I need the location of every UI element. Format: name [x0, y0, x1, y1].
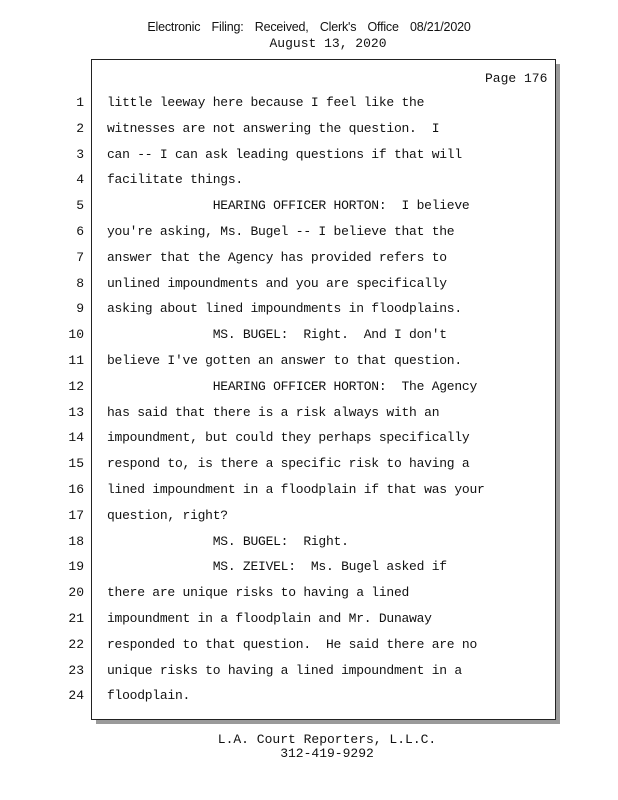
line-number: 12 [68, 378, 84, 394]
line-text: unique risks to having a lined impoundment in a [107, 662, 462, 678]
line-text: MS. BUGEL: Right. And I don't [107, 327, 447, 343]
line-number: 9 [76, 301, 84, 317]
line-text: facilitate things. [107, 172, 243, 188]
line-number: 22 [68, 636, 84, 652]
transcript-line [0, 144, 618, 170]
line-number: 7 [76, 249, 84, 265]
transcript-line [0, 118, 618, 144]
line-text: impoundment in a floodplain and Mr. Dunaway [107, 610, 432, 626]
transcript-line [0, 169, 618, 195]
line-number: 15 [68, 456, 84, 472]
transcript-line [0, 324, 618, 350]
transcript-line [0, 608, 618, 634]
line-text: HEARING OFFICER HORTON: I believe [107, 198, 470, 214]
line-text: lined impoundment in a floodplain if that was your [107, 481, 485, 497]
line-text: there are unique risks to having a lined [107, 585, 410, 601]
line-number: 21 [68, 610, 84, 626]
line-text: asking about lined impoundments in floodplains. [107, 301, 462, 317]
line-number: 2 [76, 120, 84, 136]
transcript-line [0, 453, 618, 479]
line-text: little leeway here because I feel like the [107, 95, 425, 110]
transcript-line [0, 221, 618, 247]
line-text: believe I've gotten an answer to that question. [107, 352, 462, 368]
line-number: 6 [76, 223, 84, 239]
line-number: 13 [68, 404, 84, 420]
hearing-date: August 13, 2020 [269, 36, 387, 51]
transcript-line [0, 402, 618, 428]
transcript-line [0, 531, 618, 557]
line-text: impoundment, but could they perhaps specifically [107, 430, 470, 446]
reporter-company: L.A. Court Reporters, L.L.C. [217, 732, 437, 747]
line-number: 10 [68, 327, 84, 343]
line-text: has said that there is a risk always with an [107, 404, 440, 420]
transcript-line [0, 247, 618, 273]
transcript-line [0, 685, 618, 711]
line-number: 11 [68, 352, 84, 368]
line-text: HEARING OFFICER HORTON: The Agency [107, 378, 478, 394]
line-text: can -- I can ask leading questions if that will [107, 146, 462, 162]
line-number: 17 [68, 507, 84, 523]
reporter-phone: 312-419-9292 [280, 746, 374, 761]
line-text: answer that the Agency has provided refers to [107, 249, 447, 265]
transcript-line [0, 427, 618, 453]
line-text: MS. ZEIVEL: Ms. Bugel asked if [107, 559, 447, 575]
line-number: 14 [68, 430, 84, 446]
line-number: 5 [76, 198, 84, 214]
line-text: floodplain. [107, 688, 191, 704]
line-number: 24 [68, 688, 84, 704]
transcript-line [0, 634, 618, 660]
transcript-line [0, 350, 618, 376]
transcript-line [0, 376, 618, 402]
transcript-line [0, 273, 618, 299]
line-number: 18 [68, 533, 84, 549]
line-number: 1 [76, 95, 84, 110]
line-text: question, right? [107, 507, 228, 523]
line-number: 19 [68, 559, 84, 575]
line-text: you're asking, Ms. Bugel -- I believe that the [107, 223, 455, 239]
transcript-line [0, 660, 618, 686]
line-text: unlined impoundments and you are specifically [107, 275, 447, 291]
line-text: respond to, is there a specific risk to having a [107, 456, 470, 472]
transcript-line [0, 556, 618, 582]
transcript-line [0, 92, 618, 118]
line-number: 8 [76, 275, 84, 291]
line-number: 4 [76, 172, 84, 188]
line-text: responded to that question. He said there are no [107, 636, 478, 652]
transcript-line [0, 479, 618, 505]
line-number: 20 [68, 585, 84, 601]
line-text: MS. BUGEL: Right. [107, 533, 349, 549]
transcript-line [0, 298, 618, 324]
transcript-lines [0, 92, 618, 711]
transcript-line [0, 505, 618, 531]
filing-stamp: Electronic Filing: Received, Clerk's Office 08/21/2020 [147, 20, 471, 34]
transcript-line [0, 195, 618, 221]
transcript-line [0, 582, 618, 608]
line-text: witnesses are not answering the question. I [107, 120, 440, 136]
line-number: 23 [68, 662, 84, 678]
line-number: 3 [76, 146, 84, 162]
line-number: 16 [68, 481, 84, 497]
page-number: Page 176 [485, 71, 548, 86]
